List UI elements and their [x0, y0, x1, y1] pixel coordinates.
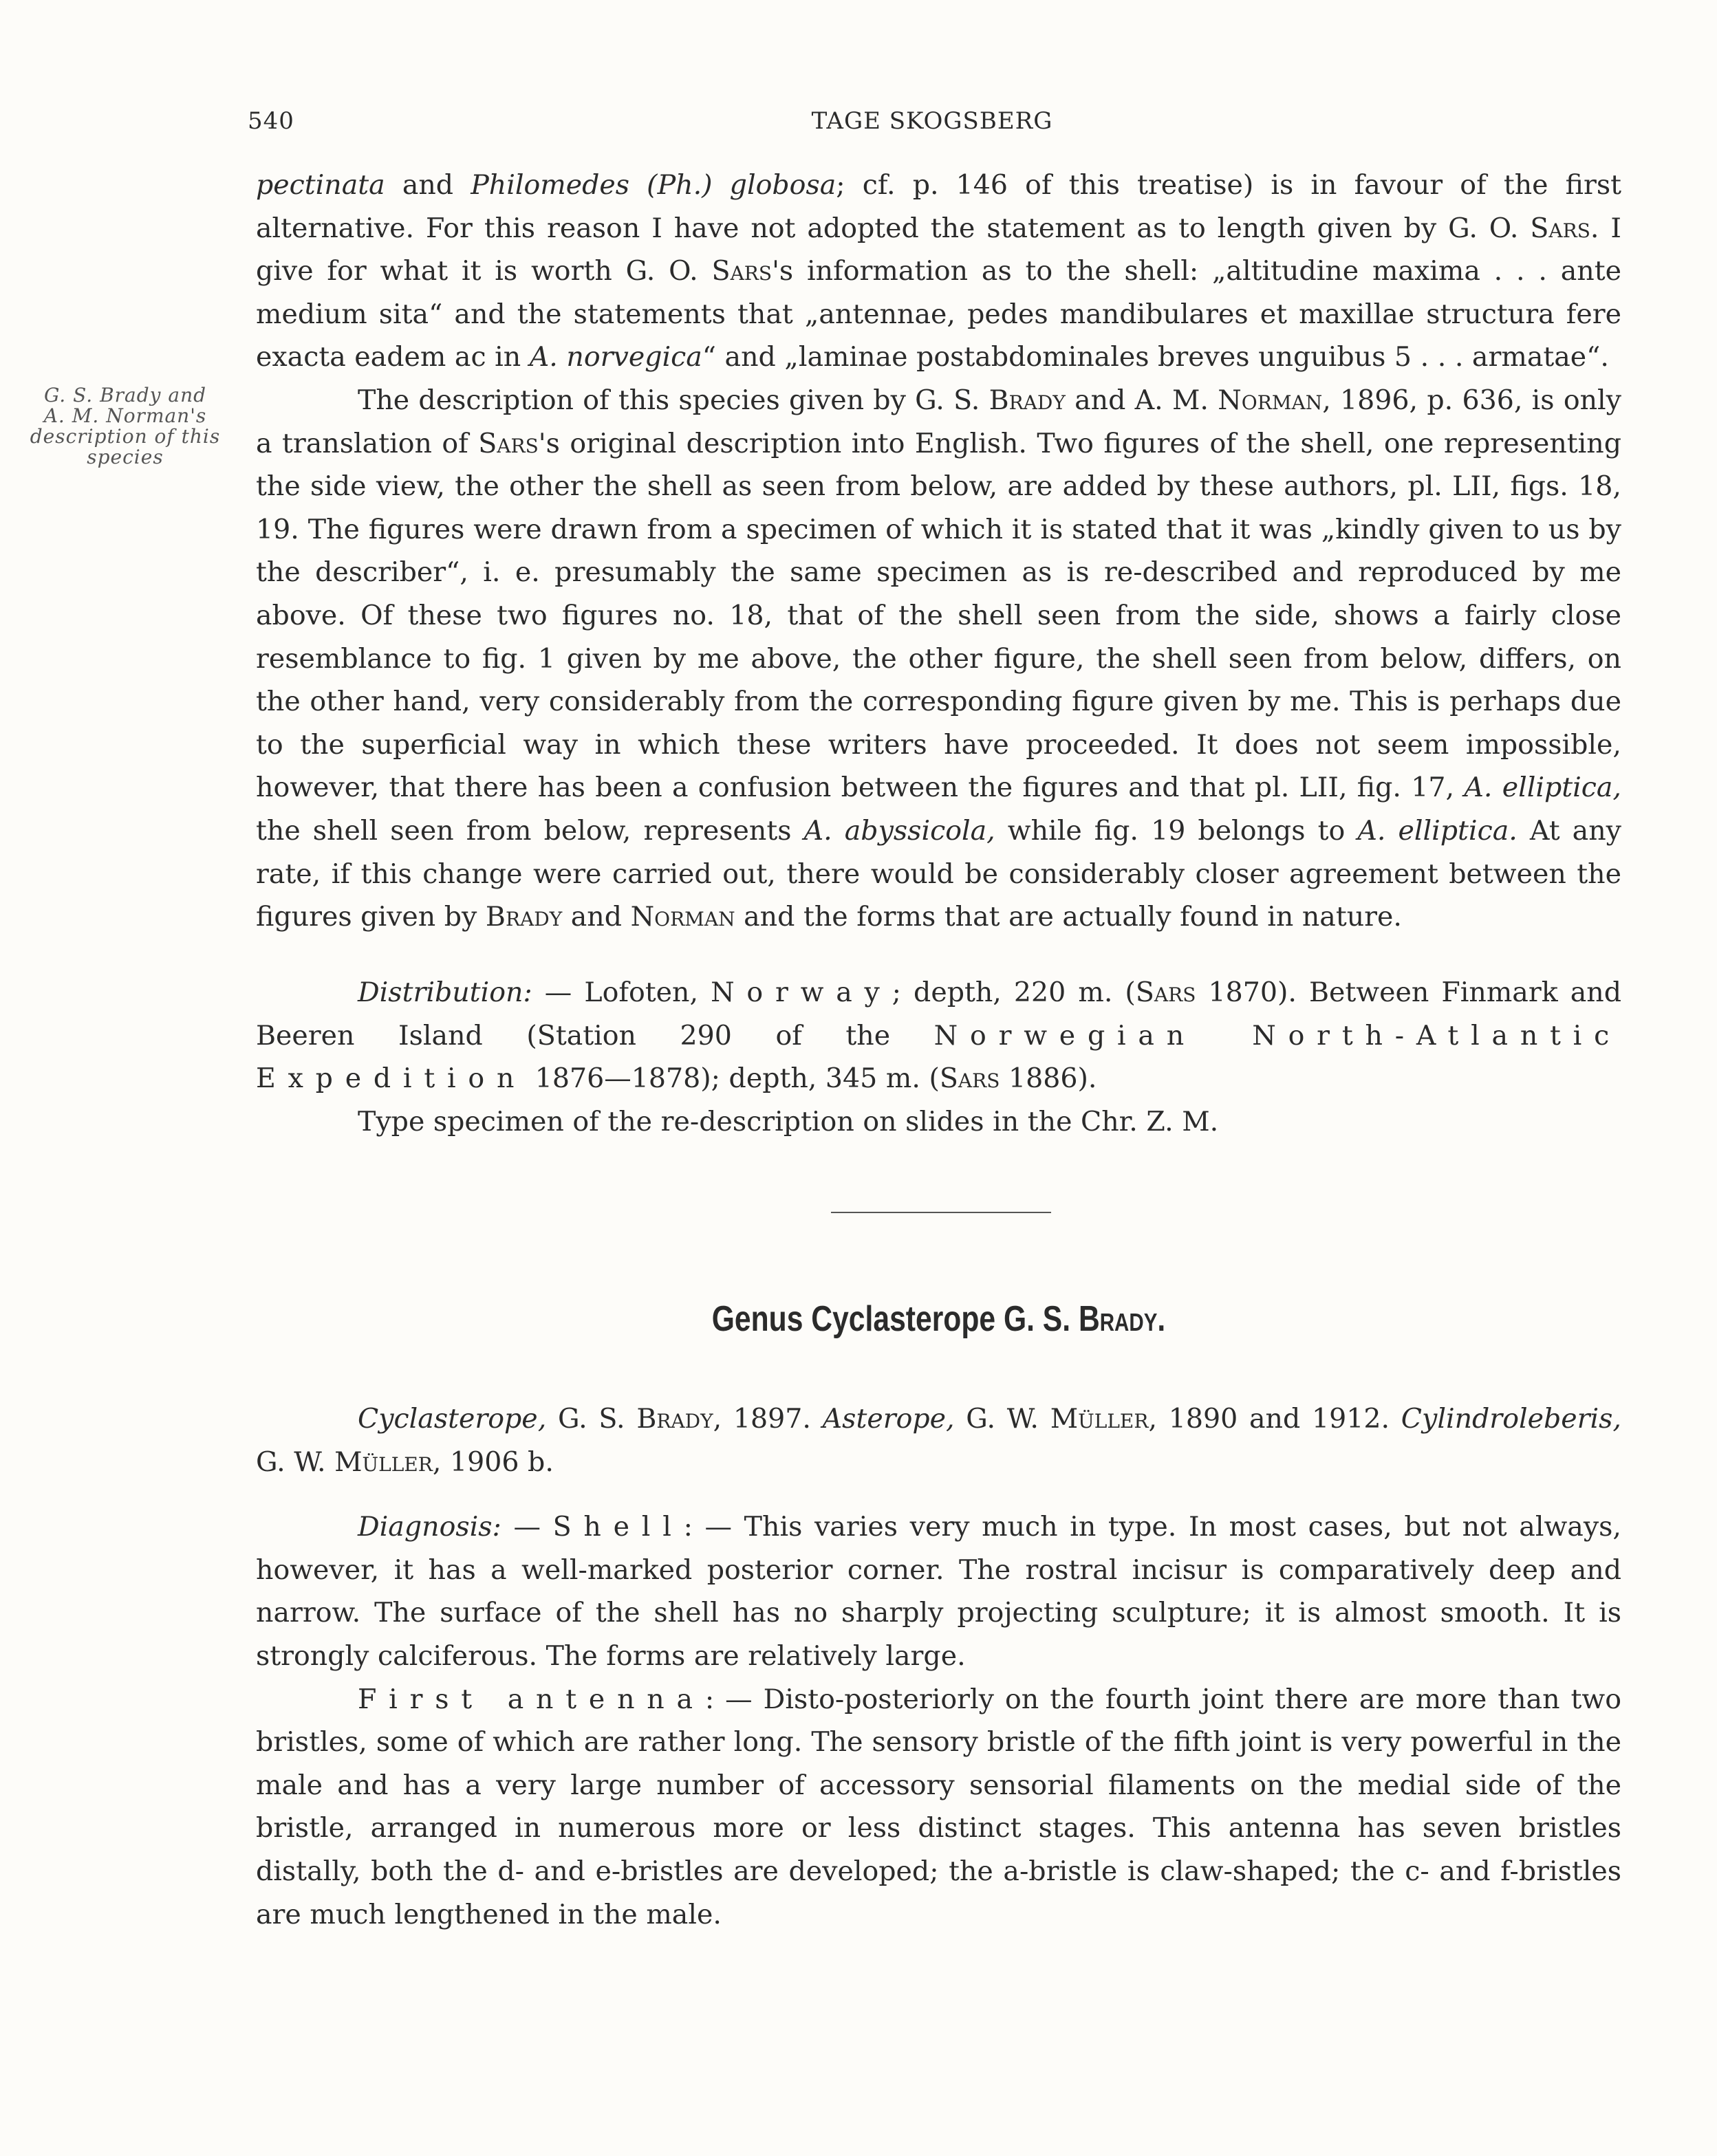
- italic-run: Distribution:: [358, 977, 532, 1008]
- italic-run: Cylindroleberis,: [1401, 1403, 1621, 1435]
- margin-note-line: description of this: [30, 425, 221, 448]
- paragraph: [256, 1505, 1621, 1677]
- italic-run: pectinata: [256, 169, 385, 201]
- author-name: Norman: [630, 901, 735, 933]
- text-run: Type specimen of the re-description on slides in the Chr. Z. M.: [358, 1105, 1219, 1137]
- author-name: Sars: [939, 1063, 1000, 1095]
- paragraph: [256, 1100, 1621, 1144]
- heading-text: Genus Cyclasterope G. S.: [711, 1299, 1079, 1339]
- text-run: the shell seen from below, represents: [256, 814, 804, 847]
- margin-note-line: A. M. Norman's: [43, 404, 207, 427]
- text-run: — Lofoten,: [532, 977, 711, 1008]
- text-run: and the forms that are actually found in nature.: [735, 901, 1402, 933]
- text-run: , 1890 and 1912.: [1148, 1403, 1401, 1435]
- text-run: ; depth, 220 m. (: [892, 977, 1136, 1008]
- text-run: : — Disto-posteriorly on the fourth joint there are more than two bristles, some of which are rather long. The sensory bristle of the fifth joint is very powerful in the male and has a very large number of accessory sensorial filaments on the medial side of the bristle, arranged in numerous more or less distinct stages. This antenna has seven bristles distally, both the d- and e-bristles are developed; the a-bristle is claw-shaped; the c- and f-bristles are much lengthened in the male.: [256, 1683, 1621, 1930]
- text-block-genus: [256, 1397, 1621, 1936]
- italic-run: Philomedes (Ph.) globosa: [471, 169, 836, 201]
- spaced-run: Norwegian North-Atlantic Expedition: [256, 1019, 1621, 1095]
- page-header: [248, 103, 1617, 144]
- text-run: . I give for what it is worth G. O.: [256, 212, 1621, 287]
- text-run: At any rate, if this change were carried out, there would be considerably closer agreement between the figures given by: [256, 814, 1621, 933]
- spaced-run: Shell: [552, 1511, 684, 1543]
- italic-run: A. norvegica: [529, 341, 702, 373]
- italic-run: Diagnosis:: [358, 1511, 501, 1543]
- margin-note: [8, 385, 242, 468]
- text-run: 1870). Between Finmark and Beeren Island (Station 290 of the: [256, 977, 1622, 1052]
- author-name: Sars: [1135, 977, 1196, 1008]
- text-block-distribution: [256, 971, 1621, 1143]
- text-run: G. W.: [954, 1403, 1050, 1435]
- author-name: Norman: [1218, 384, 1323, 416]
- author-name: Müller: [1050, 1403, 1149, 1435]
- spaced-run: Norway: [711, 977, 892, 1008]
- margin-note-line: G. S. Brady and: [43, 384, 207, 406]
- spaced-run: First antenna: [358, 1683, 705, 1715]
- italic-run: A. elliptica.: [1357, 814, 1518, 847]
- italic-run: Asterope,: [822, 1403, 955, 1435]
- text-run: and: [562, 901, 631, 933]
- author-name: Brady: [636, 1403, 713, 1435]
- text-run: “ and „laminae postabdominales breves unguibus 5 . . . armatae“.: [702, 341, 1609, 373]
- margin-note-line: species: [87, 446, 164, 468]
- text-run: , 1906 b.: [432, 1446, 554, 1478]
- author-name: Sars: [1530, 212, 1590, 244]
- text-run: and A. M.: [1065, 384, 1218, 416]
- paragraph: [256, 1397, 1621, 1483]
- section-divider: [831, 1212, 1051, 1213]
- text-run: 's original description into English. Two figures of the shell, one representing the side view, the other the shell as seen from below, are added by these authors, pl. LII, figs. 18, 19. The figures were drawn from a specimen of which it is stated that it was „kindly given to us by the describer“, i. e. presumably the same specimen as is re-described and reproduced by me above. Of these two figures no. 18, that of the shell seen from the side, shows a fairly close resemblance to fig. 1 given by me above, the other figure, the shell seen from below, differs, on the other hand, very considerably from the corresponding figure given by me. This is perhaps due to the superficial way in which these writers have proceeded. It does not seem impossible, however, that there has been a confusion between the figures and that pl. LII, fig. 17,: [256, 427, 1622, 804]
- paragraph: [256, 1678, 1621, 1937]
- text-run: 1876—1878); depth, 345 m. (: [526, 1063, 940, 1095]
- paragraph: [256, 379, 1621, 939]
- paragraph: [256, 164, 1621, 379]
- heading-suffix: .: [1157, 1299, 1166, 1339]
- text-run: and: [385, 169, 471, 201]
- text-run: 1886).: [1000, 1063, 1097, 1095]
- text-run: while fig. 19 belongs to: [995, 814, 1358, 847]
- author-name: Brady: [485, 901, 563, 933]
- text-run: —: [501, 1511, 553, 1543]
- page-number: 540: [248, 107, 294, 135]
- heading-author: Brady: [1078, 1299, 1158, 1339]
- author-name: Sars: [478, 427, 539, 459]
- author-name: Brady: [989, 384, 1066, 416]
- text-block-remarks: [256, 164, 1621, 939]
- italic-run: Cyclasterope,: [358, 1403, 547, 1435]
- text-run: 's information as to the shell: „altitudine maxima . . . ante medium sita“ and the statements that „antennae, pedes mandibulares et maxillae structura fere exacta eadem ac in: [256, 255, 1621, 373]
- author-name: Müller: [334, 1446, 433, 1478]
- italic-run: A. abyssicola,: [803, 814, 995, 847]
- text-run: ; cf. p. 146 of this treatise) is in favour of the first alternative. For this reason I have not adopted the statement as to length given by G. O.: [256, 169, 1621, 244]
- text-run: G. S.: [546, 1403, 637, 1435]
- author-name: Sars: [711, 255, 773, 287]
- paragraph: [256, 971, 1621, 1100]
- text-run: : — This varies very much in type. In most cases, but not always, however, it has a well-marked posterior corner. The rostral incisur is comparatively deep and narrow. The surface of the shell has no sharply projecting sculpture; it is almost smooth. It is strongly calciferous. The forms are relatively large.: [256, 1511, 1621, 1672]
- text-run: The description of this species given by G. S.: [358, 384, 989, 416]
- text-run: , 1897.: [713, 1403, 823, 1435]
- text-run: G. W.: [256, 1446, 335, 1478]
- section-heading: [379, 1298, 1499, 1340]
- italic-run: A. elliptica,: [1464, 772, 1621, 804]
- text-run: , 1896, p. 636, is only a translation of: [256, 384, 1621, 459]
- running-title: TAGE SKOGSBERG: [811, 107, 1053, 135]
